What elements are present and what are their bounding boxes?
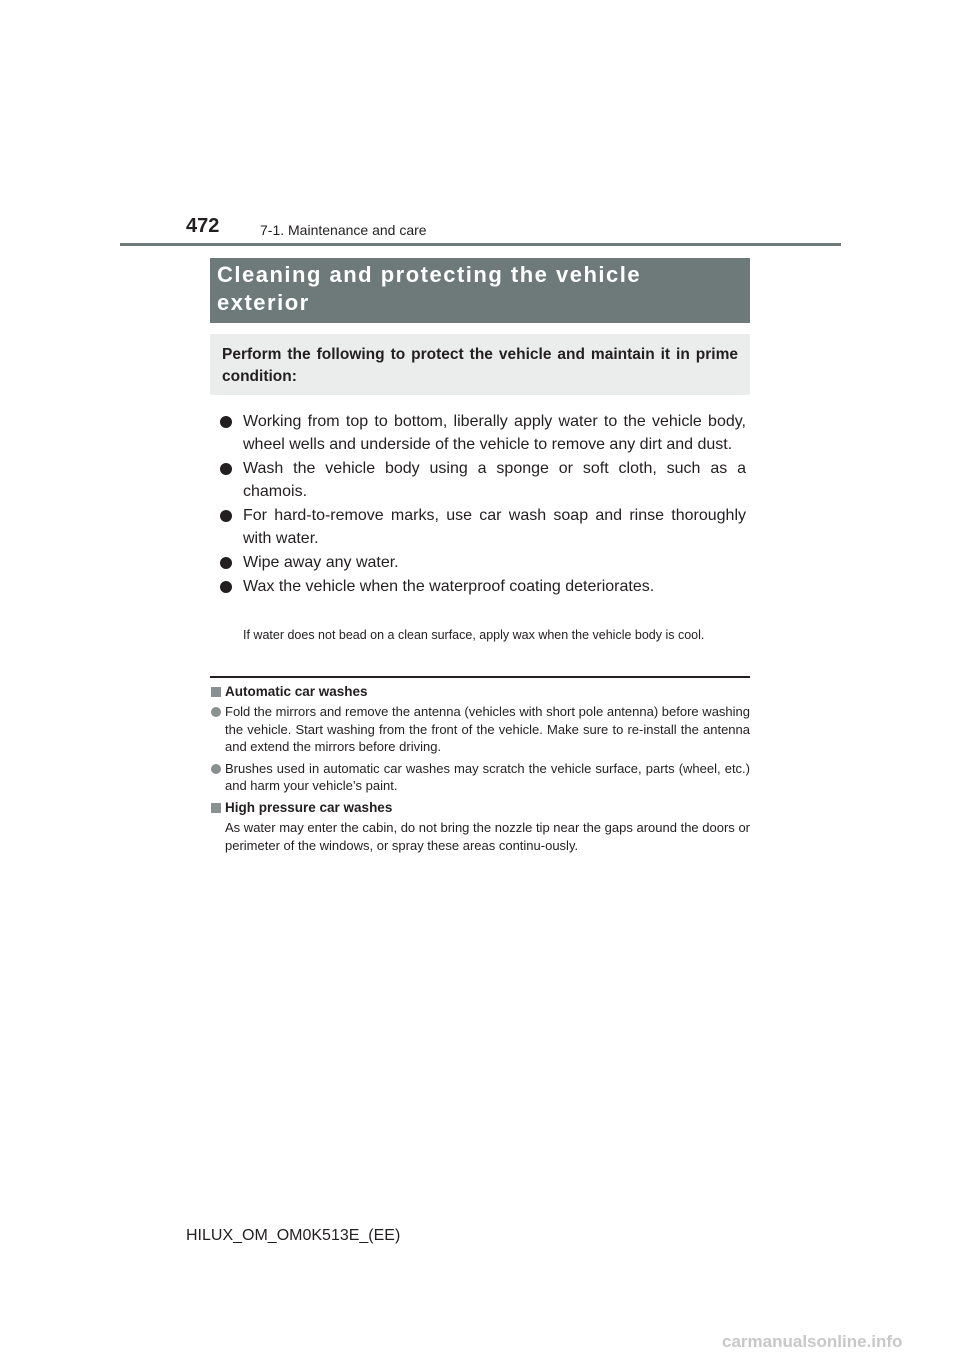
page-title-line-2: exterior	[217, 290, 310, 315]
circle-bullet-icon	[211, 764, 221, 774]
bullet-icon	[220, 557, 232, 569]
list-item	[218, 551, 746, 574]
intro-box	[210, 334, 750, 395]
note-text: Fold the mirrors and remove the antenna (vehicles with short pole antenna) before washing the vehicle. Start washing from the front of the vehicle. Make sure to re-install the antenna and extend the mirrors before driving.	[225, 704, 750, 755]
high-pressure-car-washes-heading	[210, 799, 750, 817]
bullet-icon	[220, 510, 232, 522]
title-banner	[210, 258, 750, 323]
cleaning-steps-list	[218, 410, 746, 599]
note-heading-text: Automatic car washes	[225, 684, 368, 699]
notes-section	[210, 683, 750, 854]
header-rule	[120, 243, 841, 246]
note-text: Brushes used in automatic car washes may scratch the vehicle surface, parts (wheel, etc.) and harm your vehicle’s paint.	[225, 760, 750, 794]
step-text: Working from top to bottom, liberally apply water to the vehicle body, wheel wells and underside of the vehicle to remove any dirt and dust.	[243, 413, 746, 453]
automatic-car-washes-heading	[210, 683, 750, 701]
section-divider	[210, 676, 750, 678]
list-item	[218, 575, 746, 598]
bullet-icon	[220, 463, 232, 475]
list-item	[210, 703, 750, 756]
step-text: Wash the vehicle body using a sponge or soft cloth, such as a chamois.	[243, 460, 746, 500]
page-title	[217, 261, 742, 317]
intro-text: Perform the following to protect the vehicle and maintain it in prime condition:	[222, 346, 738, 385]
list-item	[218, 504, 746, 550]
circle-bullet-icon	[211, 707, 221, 717]
watermark: carmanualsonline.info	[722, 1332, 903, 1351]
document-code: HILUX_OM_OM0K513E_(EE)	[186, 1227, 401, 1244]
list-item	[218, 410, 746, 456]
page-number: 472	[186, 215, 220, 237]
list-item	[218, 457, 746, 503]
page-title-line-1: Cleaning and protecting the vehicle	[217, 262, 642, 287]
step-text: Wax the vehicle when the waterproof coating deteriorates.	[243, 578, 655, 595]
square-bullet-icon	[211, 687, 221, 697]
square-bullet-icon	[211, 803, 221, 813]
automatic-car-washes-list	[210, 703, 750, 795]
note-heading-text: High pressure car washes	[225, 799, 393, 815]
bullet-icon	[220, 416, 232, 428]
step-text: Wipe away any water.	[243, 554, 399, 571]
step-text: For hard-to-remove marks, use car wash soap and rinse thoroughly with water.	[243, 507, 746, 547]
wax-note: If water does not bead on a clean surface, apply wax when the vehicle body is cool.	[243, 628, 705, 642]
list-item	[210, 760, 750, 795]
high-pressure-note-text: As water may enter the cabin, do not bring the nozzle tip near the gaps around the doors or perimeter of the windows, or spray these areas continu-ously.	[225, 819, 750, 853]
bullet-icon	[220, 581, 232, 593]
section-label: 7-1. Maintenance and care	[260, 222, 427, 238]
